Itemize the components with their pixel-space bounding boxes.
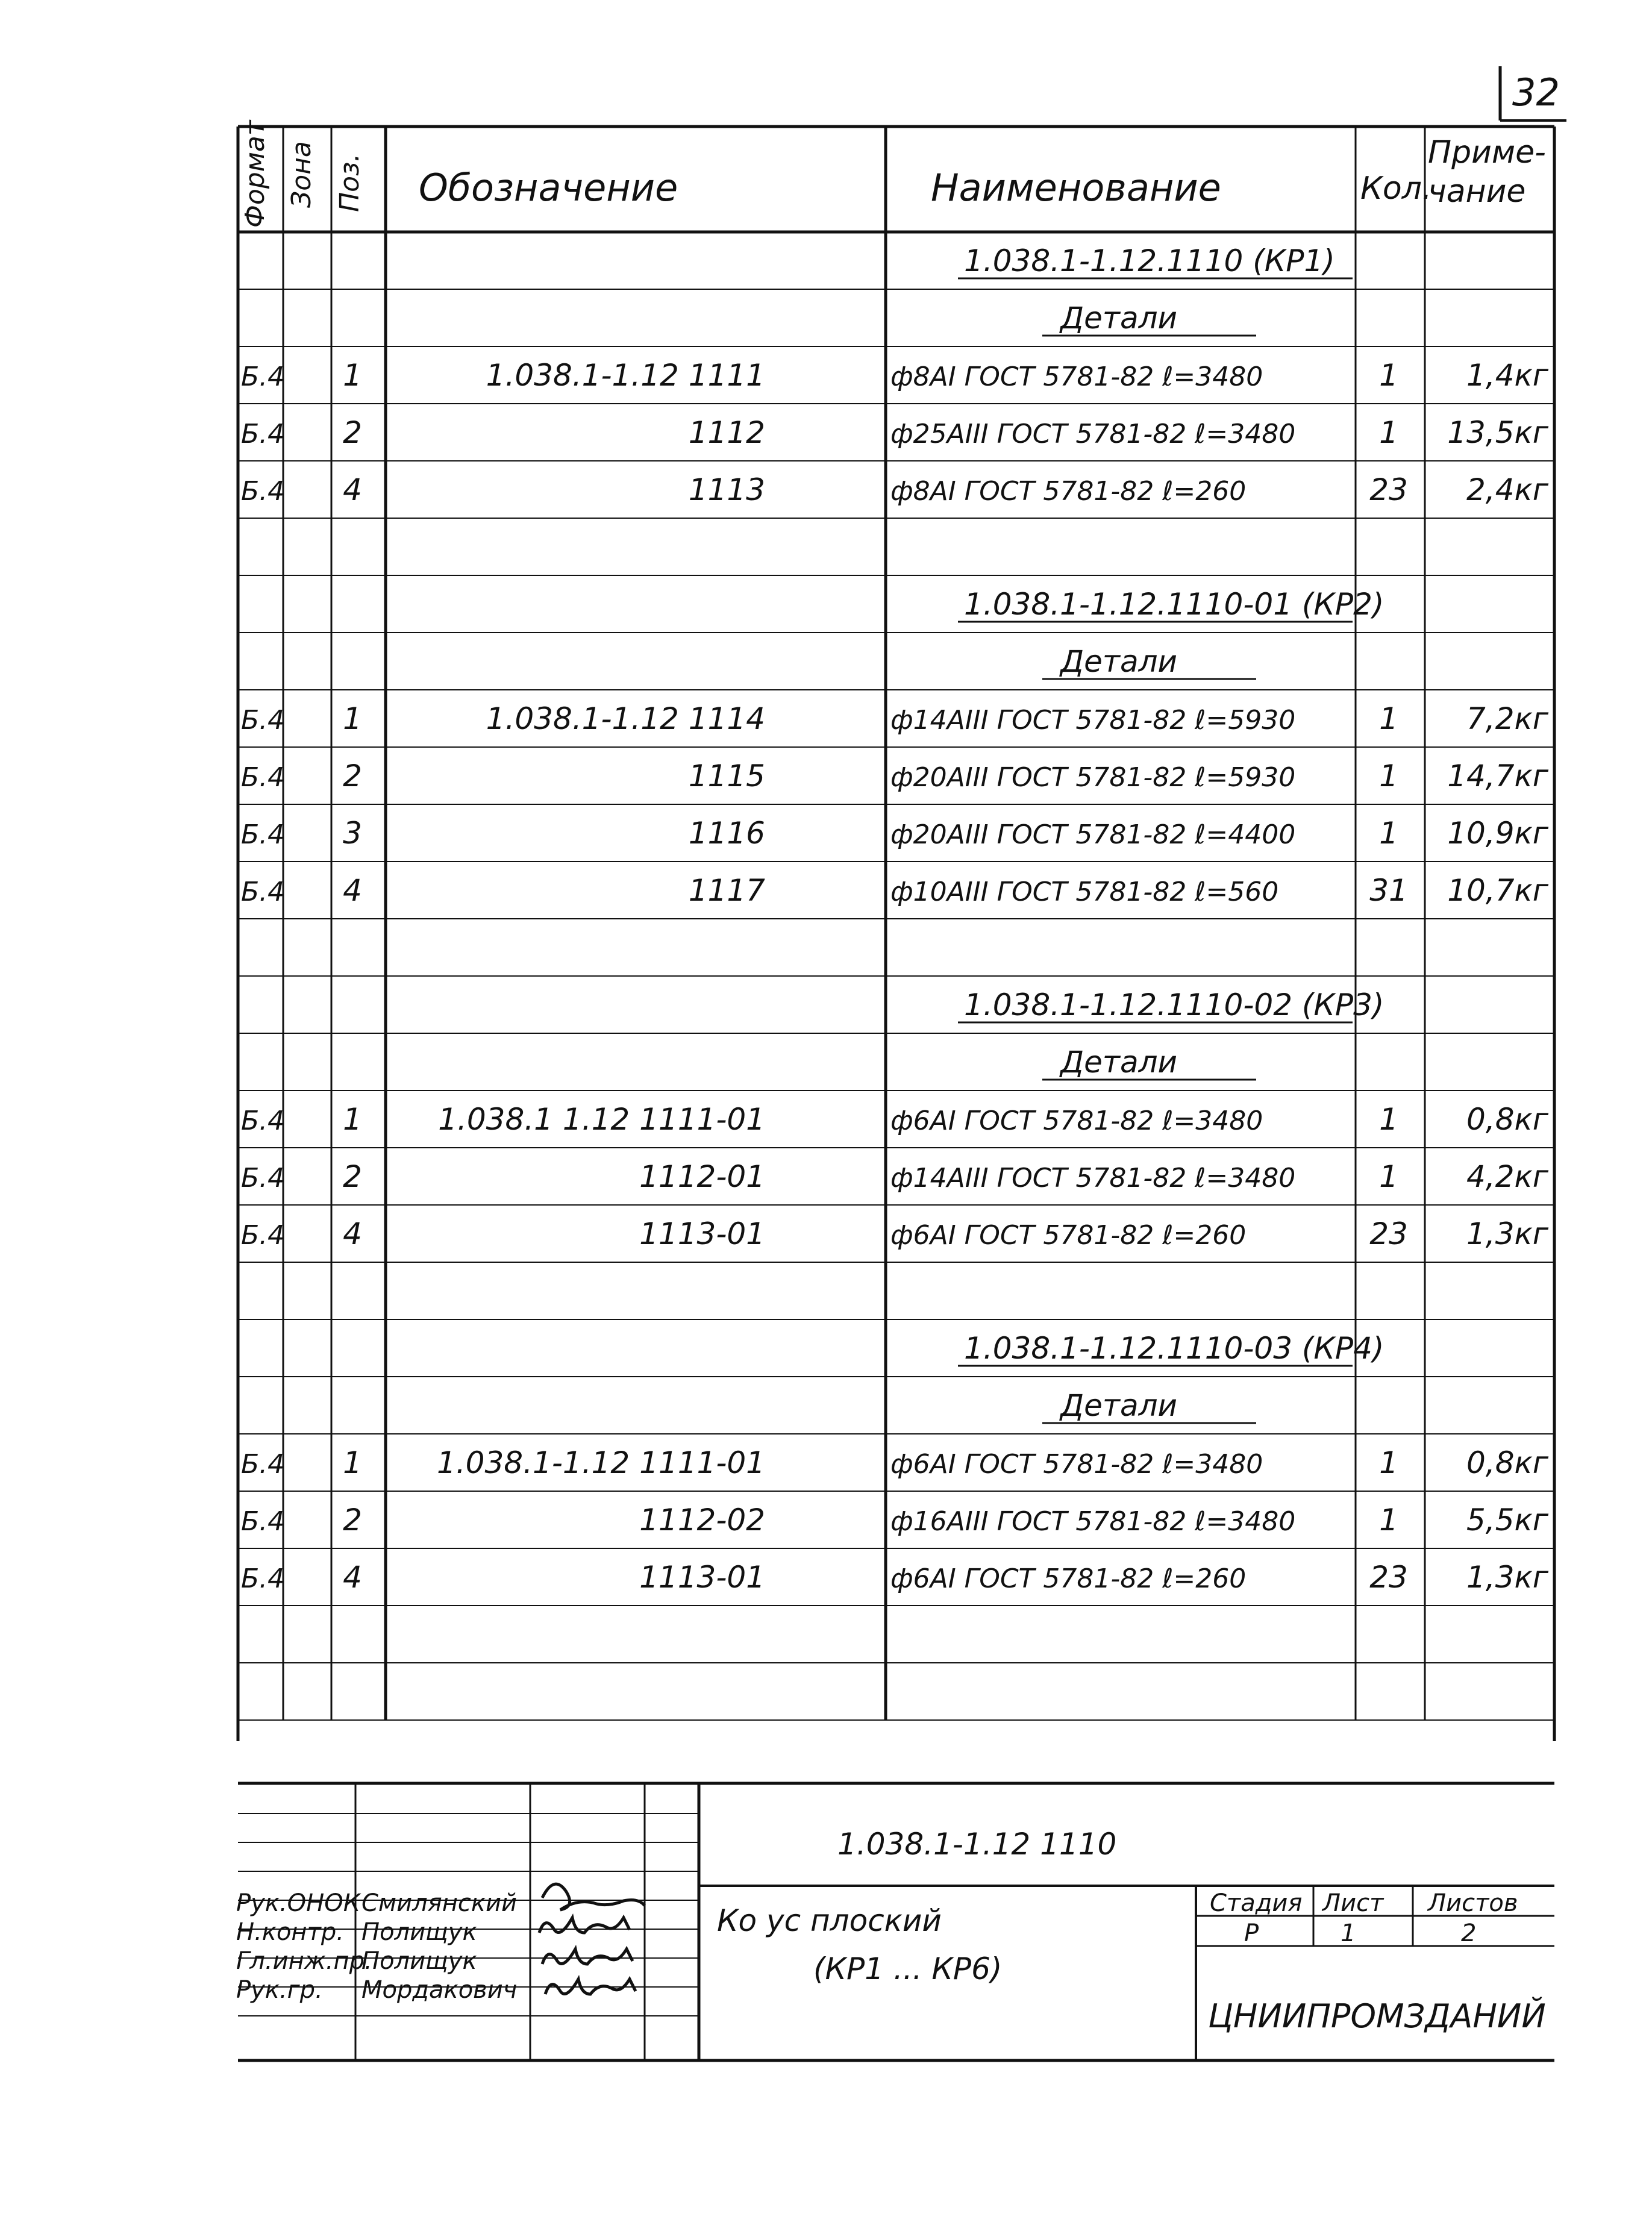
cell-qty: 23 xyxy=(1369,472,1408,507)
cell-format: Б.4 xyxy=(241,1506,285,1537)
stage-label: Стадия xyxy=(1210,1889,1303,1917)
signature xyxy=(542,1884,645,1910)
cell-name: ф20AIII ГОСТ 5781-82 ℓ=5930 xyxy=(890,762,1296,793)
cell-qty: 1 xyxy=(1379,358,1398,393)
sheets-label: Листов xyxy=(1428,1889,1518,1917)
cell-pos: 4 xyxy=(343,873,362,908)
cell-format: Б.4 xyxy=(241,419,285,449)
cell-name: ф6AI ГОСТ 5781-82 ℓ=260 xyxy=(890,1563,1247,1594)
cell-designation: 1112-01 xyxy=(639,1159,765,1194)
cell-designation: 1.038.1-1.12 1111 xyxy=(486,358,765,393)
cell-pos: 2 xyxy=(343,759,362,793)
cell-note: 4,2кг xyxy=(1466,1159,1548,1194)
cell-name: ф25AIII ГОСТ 5781-82 ℓ=3480 xyxy=(890,419,1296,449)
header-qty: Кол. xyxy=(1360,171,1432,207)
cell-format: Б.4 xyxy=(241,361,285,392)
cell-name: ф8AI ГОСТ 5781-82 ℓ=260 xyxy=(890,476,1247,507)
cell-name: ф14AIII ГОСТ 5781-82 ℓ=5930 xyxy=(890,705,1296,736)
cell-format: Б.4 xyxy=(241,476,285,507)
cell-designation: 1.038.1-1.12 1114 xyxy=(486,701,765,736)
cell-pos: 1 xyxy=(343,358,362,393)
cell-format: Б.4 xyxy=(241,1220,285,1251)
cell-format: Б.4 xyxy=(241,705,285,736)
doc-title-line2: (КР1 ... КР6) xyxy=(813,1951,1003,1986)
cell-designation: 1113 xyxy=(688,472,765,507)
cell-note: 0,8кг xyxy=(1466,1445,1548,1480)
cell-note: 1,4кг xyxy=(1466,358,1548,393)
stage-value: Р xyxy=(1244,1919,1259,1947)
cell-qty: 1 xyxy=(1379,415,1398,450)
cell-note: 2,4кг xyxy=(1466,472,1548,507)
cell-name: ф6AI ГОСТ 5781-82 ℓ=260 xyxy=(890,1220,1247,1251)
cell-qty: 1 xyxy=(1379,1102,1398,1137)
doc-code: 1.038.1-1.12 1110 xyxy=(837,1827,1117,1862)
cell-designation: 1113-01 xyxy=(639,1216,765,1251)
section-title: 1.038.1-1.12.1110-03 (КР4) xyxy=(964,1331,1384,1366)
cell-qty: 23 xyxy=(1369,1560,1408,1595)
cell-pos: 3 xyxy=(343,816,362,851)
cell-name: ф16AIII ГОСТ 5781-82 ℓ=3480 xyxy=(890,1506,1296,1537)
signer-role: Рук.ОНОК xyxy=(236,1889,361,1917)
cell-note: 0,8кг xyxy=(1466,1102,1548,1137)
cell-designation: 1117 xyxy=(688,873,765,908)
sheet-label: Лист xyxy=(1322,1889,1384,1917)
header-zone: Зона xyxy=(286,141,317,208)
cell-note: 13,5кг xyxy=(1447,415,1548,450)
cell-pos: 2 xyxy=(343,1503,362,1538)
signer-name: Мордакович xyxy=(361,1976,518,2004)
cell-format: Б.4 xyxy=(241,762,285,793)
signer-role: Гл.инж.пр. xyxy=(236,1947,372,1975)
section-title: 1.038.1-1.12.1110-01 (КР2) xyxy=(964,587,1384,622)
section-title: 1.038.1-1.12.1110 (КР1) xyxy=(964,243,1335,278)
cell-format: Б.4 xyxy=(241,1163,285,1194)
page-number: 32 xyxy=(1512,70,1560,114)
cell-designation: 1.038.1-1.12 1111-01 xyxy=(436,1445,765,1480)
table-header xyxy=(240,119,1546,228)
cell-pos: 4 xyxy=(343,1560,362,1595)
cell-note: 5,5кг xyxy=(1466,1503,1548,1538)
cell-designation: 1112-02 xyxy=(639,1503,765,1538)
cell-pos: 4 xyxy=(343,1216,362,1251)
signer-name: Полищук xyxy=(361,1918,477,1946)
cell-note: 7,2кг xyxy=(1466,701,1548,736)
cell-name: ф10AIII ГОСТ 5781-82 ℓ=560 xyxy=(890,877,1279,907)
cell-qty: 23 xyxy=(1369,1216,1408,1251)
header-designation: Обозначение xyxy=(419,166,678,210)
signer-name: Смилянский xyxy=(361,1889,518,1917)
cell-note: 1,3кг xyxy=(1466,1560,1548,1595)
doc-title-line1: Ко ус плоский xyxy=(717,1903,942,1938)
cell-note: 14,7кг xyxy=(1447,759,1548,793)
section-subtitle: Детали xyxy=(1060,1045,1178,1080)
header-pos: Поз. xyxy=(334,153,365,212)
cell-qty: 1 xyxy=(1379,1445,1398,1480)
cell-name: ф8AI ГОСТ 5781-82 ℓ=3480 xyxy=(890,361,1263,392)
cell-qty: 1 xyxy=(1379,701,1398,736)
cell-name: ф6AI ГОСТ 5781-82 ℓ=3480 xyxy=(890,1449,1263,1480)
cell-pos: 2 xyxy=(343,415,362,450)
cell-name: ф6AI ГОСТ 5781-82 ℓ=3480 xyxy=(890,1106,1263,1136)
cell-note: 10,9кг xyxy=(1447,816,1548,851)
signer-role: Н.контр. xyxy=(236,1918,344,1946)
sheet-value: 1 xyxy=(1341,1919,1356,1947)
cell-note: 10,7кг xyxy=(1447,873,1548,908)
section-title: 1.038.1-1.12.1110-02 (КР3) xyxy=(964,987,1384,1022)
organization: ЦНИИПРОМЗДАНИЙ xyxy=(1208,1997,1546,2035)
header-name: Наименование xyxy=(931,166,1221,210)
cell-designation: 1115 xyxy=(688,759,765,793)
cell-pos: 2 xyxy=(343,1159,362,1194)
signer-role: Рук.гр. xyxy=(236,1976,323,2004)
signer-name: Полищук xyxy=(361,1947,477,1975)
cell-designation: 1.038.1 1.12 1111-01 xyxy=(438,1102,765,1137)
section-subtitle: Детали xyxy=(1060,1388,1178,1423)
cell-format: Б.4 xyxy=(241,819,285,850)
cell-pos: 1 xyxy=(343,701,362,736)
header-format: Формат xyxy=(240,120,271,228)
cell-designation: 1116 xyxy=(688,816,765,851)
cell-pos: 4 xyxy=(343,472,362,507)
header-note-line2: чание xyxy=(1428,174,1526,210)
sheets-value: 2 xyxy=(1461,1919,1477,1947)
cell-format: Б.4 xyxy=(241,1449,285,1480)
cell-designation: 1112 xyxy=(688,415,765,450)
cell-format: Б.4 xyxy=(241,877,285,907)
signature xyxy=(539,1918,630,1933)
section-subtitle: Детали xyxy=(1060,301,1178,336)
signature xyxy=(542,1949,633,1964)
header-note-line1: Приме- xyxy=(1428,134,1546,171)
cell-name: ф14AIII ГОСТ 5781-82 ℓ=3480 xyxy=(890,1163,1296,1194)
cell-pos: 1 xyxy=(343,1445,362,1480)
cell-pos: 1 xyxy=(343,1102,362,1137)
cell-qty: 1 xyxy=(1379,1159,1398,1194)
title-block xyxy=(236,1783,1554,2060)
cell-designation: 1113-01 xyxy=(639,1560,765,1595)
cell-name: ф20AIII ГОСТ 5781-82 ℓ=4400 xyxy=(890,819,1296,850)
cell-qty: 1 xyxy=(1379,759,1398,793)
cell-qty: 31 xyxy=(1369,873,1408,908)
cell-format: Б.4 xyxy=(241,1106,285,1136)
section-subtitle: Детали xyxy=(1060,644,1178,679)
cell-qty: 1 xyxy=(1379,1503,1398,1538)
cell-format: Б.4 xyxy=(241,1563,285,1594)
cell-qty: 1 xyxy=(1379,816,1398,851)
cell-note: 1,3кг xyxy=(1466,1216,1548,1251)
